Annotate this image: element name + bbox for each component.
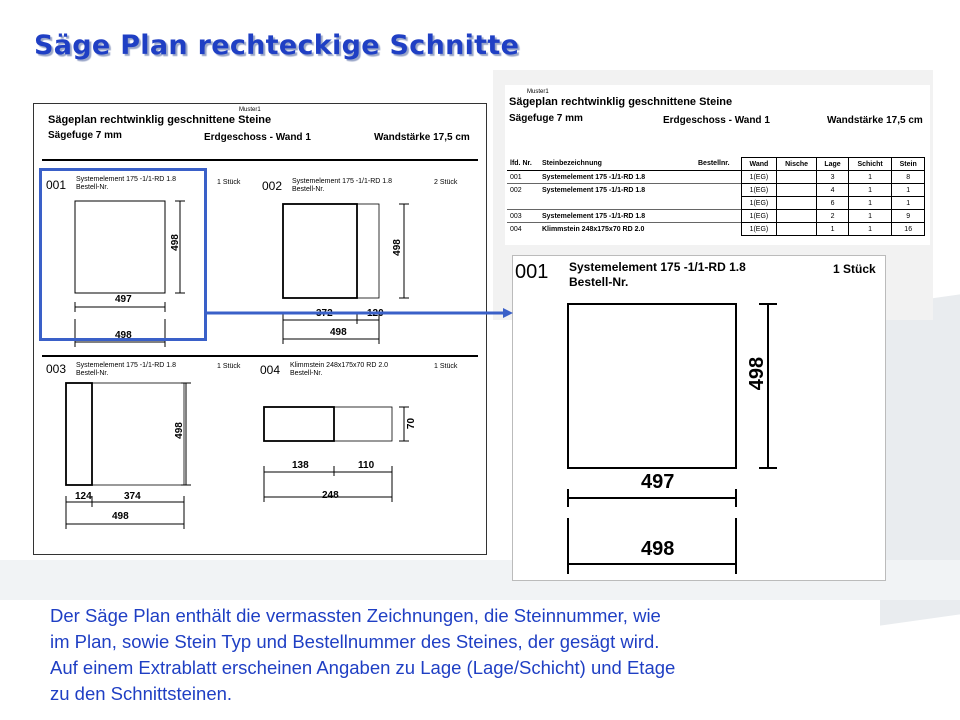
item-order-label: Bestell-Nr. (76, 370, 109, 377)
item-description: Systemelement 175 -1/1-RD 1.8 (76, 176, 176, 183)
table-sheet-title: Sägeplan rechtwinklig geschnittene Steine (509, 96, 733, 108)
dim-label: 138 (292, 460, 309, 471)
zoom-item-number: 001 (515, 261, 549, 283)
zoom-detail (512, 255, 886, 581)
cell-wand: 1(EG) (742, 223, 777, 236)
cell-schicht: 1 (848, 184, 892, 197)
sheet-title: Sägeplan rechtwinklig geschnittene Steine (48, 114, 272, 126)
dim-label: 498 (115, 330, 132, 341)
dim-label: 248 (322, 490, 339, 501)
col-header: lfd. Nr. (507, 158, 539, 171)
item-quantity: 1 Stück (217, 179, 241, 186)
cell-stein: 1 (892, 197, 925, 210)
table-row (507, 184, 925, 197)
zoom-description: Systemelement 175 -1/1-RD 1.8 (569, 260, 746, 274)
cell-name: Systemelement 175 -1/1-RD 1.8 (539, 184, 695, 197)
zoom-dim-width: 497 (641, 471, 675, 493)
table-floor: Erdgeschoss - Wand 1 (663, 115, 770, 126)
cell-wand: 1(EG) (742, 210, 777, 223)
item-quantity: 1 Stück (217, 363, 241, 370)
item-description: Systemelement 175 -1/1-RD 1.8 (76, 362, 176, 369)
item-quantity: 2 Stück (434, 179, 458, 186)
cell-wand: 1(EG) (742, 184, 777, 197)
cell-wand: 1(EG) (742, 197, 777, 210)
dim-label: 120 (367, 308, 384, 319)
table-muster: Muster1 (527, 89, 549, 95)
dim-label: 124 (75, 491, 92, 502)
cell-lage: 4 (817, 184, 849, 197)
cell-schicht: 1 (848, 223, 892, 236)
table-wall-thickness: Wandstärke 17,5 cm (827, 115, 923, 126)
caption-line: zu den Schnittsteinen. (50, 683, 233, 704)
zoom-drawing (513, 256, 887, 582)
cell-nr: 002 (507, 184, 539, 197)
item-order-label: Bestell-Nr. (76, 184, 109, 191)
cell-name (539, 197, 695, 210)
caption-line: im Plan, sowie Stein Typ und Bestellnummer des Steines, der gesägt wird. (50, 631, 660, 652)
col-header: Schicht (848, 158, 892, 171)
dim-label: 70 (406, 417, 418, 430)
dim-label: 498 (112, 511, 129, 522)
dim-label: 372 (316, 308, 333, 319)
item-number: 004 (260, 363, 281, 377)
caption-line: Auf einem Extrablatt erscheinen Angaben zu Lage (Lage/Schicht) und Etage (50, 657, 676, 678)
sheet-floor: Erdgeschoss - Wand 1 (204, 132, 311, 143)
table-saegefuge: Sägefuge 7 mm (509, 113, 583, 124)
item-description: Klimmstein 248x175x70 RD 2.0 (290, 362, 389, 369)
cell-stein: 9 (892, 210, 925, 223)
table-row (507, 223, 925, 236)
cuts-table (507, 157, 925, 236)
col-header: Lage (817, 158, 849, 171)
zoom-stone-outline (568, 304, 736, 468)
zoom-dim-total: 498 (641, 538, 675, 560)
highlight-box (39, 168, 207, 341)
cell-schicht: 1 (848, 171, 892, 184)
item-number: 002 (262, 179, 283, 193)
cell-nr (507, 197, 539, 210)
cell-name: Klimmstein 248x175x70 RD 2.0 (539, 223, 695, 236)
caption-line: Der Säge Plan enthält die vermassten Zeichnungen, die Steinnummer, wie (50, 605, 661, 626)
col-header: Bestellnr. (695, 158, 742, 171)
cell-lage: 2 (817, 210, 849, 223)
cell-lage: 6 (817, 197, 849, 210)
item-number: 001 (46, 178, 67, 192)
table-header-row (507, 158, 925, 171)
cell-wand: 1(EG) (742, 171, 777, 184)
dim-label: 498 (169, 234, 181, 251)
cell-nr: 003 (507, 210, 539, 223)
cell-schicht: 1 (848, 197, 892, 210)
cell-stein: 1 (892, 184, 925, 197)
col-header: Stein (892, 158, 925, 171)
stone-outline (66, 383, 92, 485)
table-row (507, 197, 925, 210)
item-order-label: Bestell-Nr. (292, 186, 325, 193)
sheet-wall-thickness: Wandstärke 17,5 cm (374, 132, 470, 143)
dim-label: 498 (330, 327, 347, 338)
stone-outline (264, 407, 334, 441)
dim-label: 374 (124, 491, 141, 502)
table-row (507, 171, 925, 184)
zoom-order-label: Bestell-Nr. (569, 275, 629, 289)
col-header: Steinbezeichnung (539, 158, 695, 171)
cell-lage: 3 (817, 171, 849, 184)
zoom-quantity: 1 Stück (833, 262, 876, 276)
cell-name: Systemelement 175 -1/1-RD 1.8 (542, 173, 646, 181)
sheet-muster: Muster1 (239, 107, 261, 113)
zoom-dim-height: 498 (746, 356, 769, 391)
col-header: Wand (742, 158, 777, 171)
cell-stein: 16 (892, 223, 925, 236)
table-row (507, 210, 925, 223)
cell-nr: 001 (510, 173, 522, 181)
dim-label: 498 (173, 422, 185, 439)
dim-label: 498 (391, 239, 403, 256)
dim-label: 110 (358, 460, 375, 471)
col-header: Nische (776, 158, 816, 171)
item-description: Systemelement 175 -1/1-RD 1.8 (292, 178, 392, 185)
caption (50, 603, 910, 707)
cell-lage: 1 (817, 223, 849, 236)
item-quantity: 1 Stück (434, 363, 458, 370)
slide-title: Säge Plan rechteckige Schnitte (34, 30, 520, 61)
dim-label: 497 (115, 294, 132, 305)
stone-outline (283, 204, 357, 298)
item-order-label: Bestell-Nr. (290, 370, 323, 377)
sheet-saegefuge: Sägefuge 7 mm (48, 130, 122, 141)
cell-schicht: 1 (848, 210, 892, 223)
item-number: 003 (46, 362, 67, 376)
cell-stein: 8 (892, 171, 925, 184)
cell-nr: 004 (507, 223, 539, 236)
cell-name: Systemelement 175 -1/1-RD 1.8 (539, 210, 695, 223)
